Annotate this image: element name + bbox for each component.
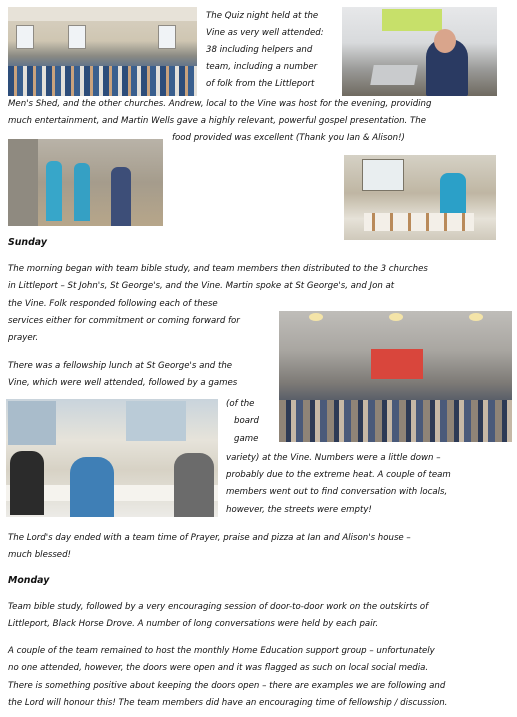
sunday-end-line: The Lord's day ended with a team time of Prayer, praise and pizza at Ian and Alison's house – bbox=[8, 533, 411, 543]
quiz-night-hall-photo bbox=[8, 7, 197, 96]
monday-line: the Lord will honour this! The team members did have an encouraging time of fellowship / discussion. bbox=[8, 698, 448, 708]
lunch-line: Vine, which were well attended, followed by a games bbox=[8, 378, 238, 388]
games-line: members went out to find conversation with locals, bbox=[226, 487, 448, 497]
sunday-line: the Vine. Folk responded following each of these bbox=[8, 299, 218, 309]
games-line: probably due to the extreme heat. A couple of team bbox=[226, 470, 451, 480]
sunday-heading: Sunday bbox=[8, 237, 47, 248]
kitchen-team-photo bbox=[8, 139, 163, 226]
narrow-line: board bbox=[234, 416, 259, 426]
quiz-line: team, including a number bbox=[206, 62, 318, 72]
monday-line: There is something positive about keeping the doors open – there are examples we are following and bbox=[8, 681, 446, 691]
quiz-line: Vine as very well attended: bbox=[206, 28, 324, 38]
lunch-line: There was a fellowship lunch at St George's and the bbox=[8, 361, 233, 371]
quiz-line: The Quiz night held at the bbox=[206, 11, 319, 21]
sunday-line: in Littleport – St John's, St George's, and the Vine. Martin spoke at St George's, and Jon at bbox=[8, 281, 395, 291]
monday-line: A couple of the team remained to host the monthly Home Education support group – unfortunately bbox=[8, 646, 435, 656]
quiz-line-full: Men's Shed, and the other churches. Andrew, local to the Vine was host for the evening, providing bbox=[8, 99, 432, 109]
monday-heading: Monday bbox=[8, 575, 50, 586]
sunday-line: prayer. bbox=[8, 333, 39, 343]
games-line: however, the streets were empty! bbox=[226, 505, 372, 515]
narrow-line: (of the bbox=[226, 399, 255, 409]
quiz-line-full: much entertainment, and Martin Wells gave a highly relevant, powerful gospel presentation. The bbox=[8, 116, 426, 126]
food-table-photo bbox=[344, 155, 496, 240]
monday-line: Team bible study, followed by a very encouraging session of door-to-door work on the outskirts of bbox=[8, 602, 429, 612]
host-at-laptop-photo bbox=[342, 7, 497, 96]
food-line: food provided was excellent (Thank you Ian & Alison!) bbox=[172, 133, 405, 143]
monday-line: no one attended, however, the doors were open and it was flagged as such on local social media. bbox=[8, 663, 429, 673]
monday-line: Littleport, Black Horse Drove. A number of long conversations were held by each pair. bbox=[8, 619, 379, 629]
sunday-end-line: much blessed! bbox=[8, 550, 71, 560]
board-game-photo bbox=[6, 399, 218, 517]
narrow-line: game bbox=[234, 434, 259, 444]
sunday-line: The morning began with team bible study, and team members then distributed to the 3 churches bbox=[8, 264, 428, 274]
church-presentation-photo bbox=[279, 311, 512, 442]
games-line: variety) at the Vine. Numbers were a little down – bbox=[226, 453, 441, 463]
sunday-line: services either for commitment or coming forward for bbox=[8, 316, 240, 326]
quiz-line: of folk from the Littleport bbox=[206, 79, 315, 89]
quiz-line: 38 including helpers and bbox=[206, 45, 313, 55]
